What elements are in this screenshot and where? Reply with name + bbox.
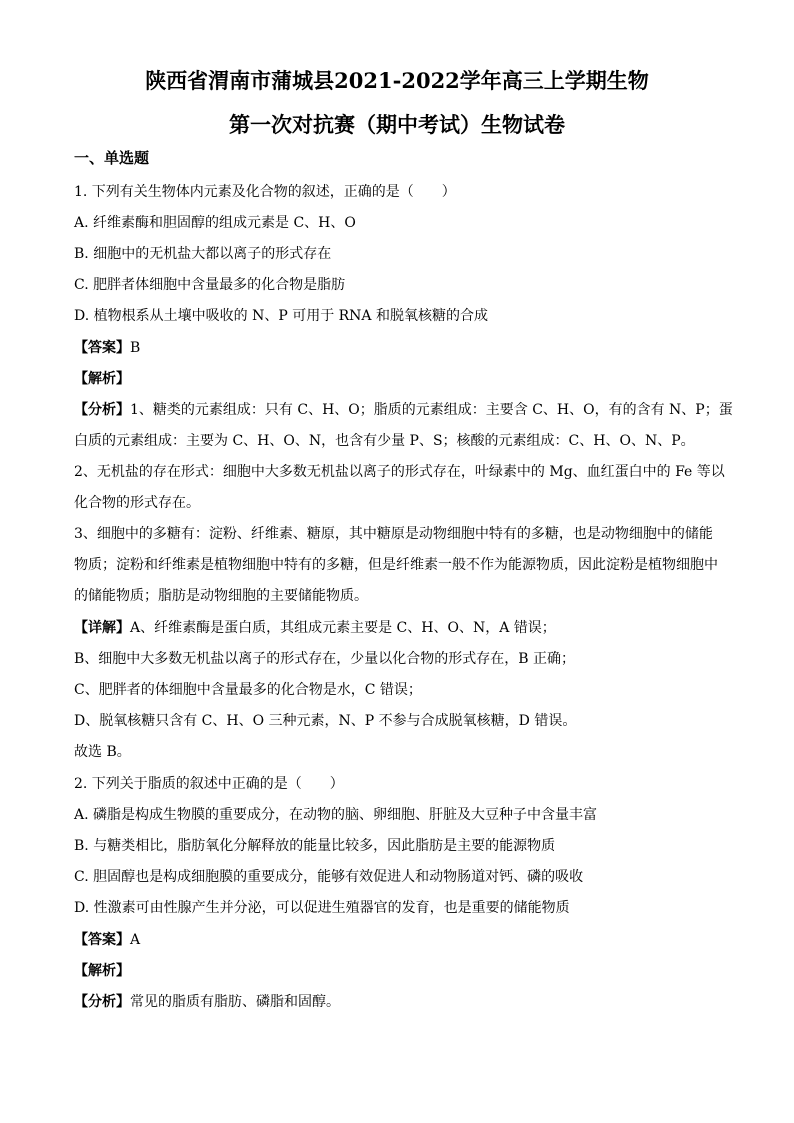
question-1-fenxi-line-5: 3、细胞中的多糖有：淀粉、纤维素、糖原，其中糖原是动物细胞中特有的多糖，也是动物细胞中的储能 [74, 526, 713, 542]
question-1-fenxi-line-3: 2、无机盐的存在形式：细胞中大多数无机盐以离子的形式存在，叶绿素中的 Mg、血红蛋白中的 Fe 等以 [74, 464, 725, 480]
question-2-analysis-tag: 【解析】 [74, 963, 130, 979]
question-1-conclusion: 故选 B。 [74, 744, 131, 760]
question-1-xiangjie-line-4: D、脱氧核糖只含有 C、H、O 三种元素，N、P 不参与合成脱氧核糖，D 错误。 [74, 713, 577, 729]
question-2-option-c: C. 胆固醇也是构成细胞膜的重要成分，能够有效促进人和动物肠道对钙、磷的吸收 [74, 869, 584, 885]
fenxi-text: 1、糖类的元素组成：只有 C、H、O；脂质的元素组成：主要含 C、H、O，有的含有 N、P；蛋 [130, 402, 733, 418]
answer-tag: 【答案】 [74, 340, 130, 356]
question-2-stem: 2. 下列关于脂质的叙述中正确的是（ ） [74, 776, 344, 792]
xiangjie-text: A、纤维素酶是蛋白质，其组成元素主要是 C、H、O、N，A 错误； [130, 620, 556, 636]
question-1-option-d: D. 植物根系从土壤中吸收的 N、P 可用于 RNA 和脱氧核糖的合成 [74, 308, 488, 324]
answer-tag: 【答案】 [74, 932, 130, 948]
fenxi-tag: 【分析】 [74, 402, 130, 418]
question-1-fenxi-line-2: 白质的元素组成：主要为 C、H、O、N，也含有少量 P、S；核酸的元素组成：C、H、O、N、P。 [74, 433, 695, 449]
section-heading: 一、单选题 [74, 149, 150, 167]
xiangjie-tag: 【详解】 [74, 620, 130, 636]
answer-value: A [130, 932, 141, 948]
fenxi-text: 常见的脂质有脂肪、磷脂和固醇。 [130, 994, 340, 1010]
question-1-fenxi-line-6: 物质；淀粉和纤维素是植物细胞中特有的多糖，但是纤维素一般不作为能源物质，因此淀粉是植物细胞中 [74, 557, 718, 573]
question-2-option-b: B. 与糖类相比，脂肪氧化分解释放的能量比较多，因此脂肪是主要的能源物质 [74, 838, 556, 854]
question-1-xiangjie-line-3: C、肥胖者的体细胞中含量最多的化合物是水，C 错误； [74, 682, 422, 698]
question-2-fenxi-line-1 [74, 992, 340, 1012]
fenxi-tag: 【分析】 [74, 994, 130, 1010]
document-title-line-2: 第一次对抗赛（期中考试）生物试卷 [229, 112, 565, 137]
question-1-fenxi-line-4: 化合物的形式存在。 [74, 495, 200, 511]
document-title-line-1: 陕西省渭南市蒲城县2021-2022学年高三上学期生物 [145, 68, 649, 93]
question-1-analysis-tag: 【解析】 [74, 371, 130, 387]
question-2-answer [74, 930, 140, 950]
question-2-option-a: A. 磷脂是构成生物膜的重要成分，在动物的脑、卵细胞、肝脏及大豆种子中含量丰富 [74, 807, 598, 823]
question-1-option-c: C. 肥胖者体细胞中含量最多的化合物是脂肪 [74, 277, 346, 293]
question-2-option-d: D. 性激素可由性腺产生并分泌，可以促进生殖器官的发育，也是重要的储能物质 [74, 900, 570, 916]
question-1-xiangjie-line-2: B、细胞中大多数无机盐以离子的形式存在，少量以化合物的形式存在，B 正确； [74, 651, 576, 667]
question-1-option-a: A. 纤维素酶和胆固醇的组成元素是 C、H、O [74, 215, 356, 231]
question-1-fenxi-line-7: 的储能物质；脂肪是动物细胞的主要储能物质。 [74, 588, 368, 604]
question-1-answer [74, 338, 140, 358]
question-1-fenxi-line-1 [74, 400, 733, 420]
question-1-xiangjie-line-1 [74, 618, 556, 638]
question-1-option-b: B. 细胞中的无机盐大都以离子的形式存在 [74, 246, 332, 262]
question-1-stem: 1. 下列有关生物体内元素及化合物的叙述，正确的是（ ） [74, 184, 456, 200]
answer-value: B [130, 340, 141, 356]
